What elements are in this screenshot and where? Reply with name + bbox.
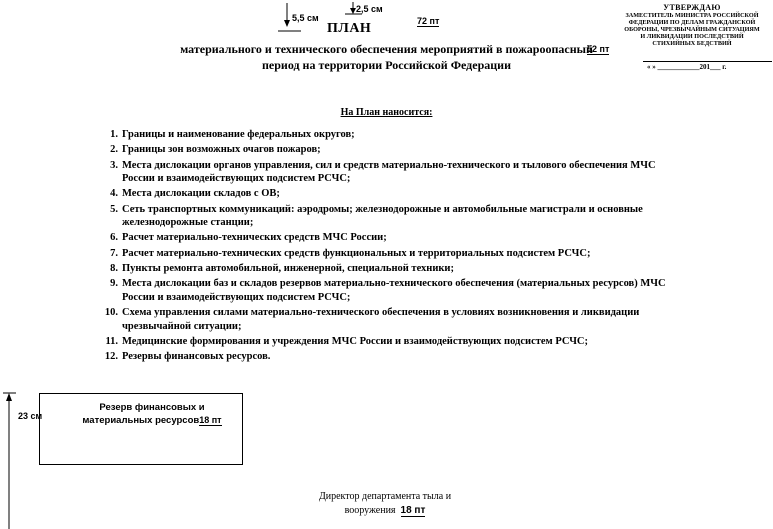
list-item-number: 10. xyxy=(104,307,118,319)
list-item xyxy=(96,187,676,201)
reserve-box-line-2-text: материальных ресурсов xyxy=(82,415,200,426)
footer-font-size: 18 пт xyxy=(400,505,426,516)
box-height-label: 23 см xyxy=(18,411,43,421)
reserve-box-text xyxy=(72,401,232,427)
list-item-number: 3. xyxy=(110,159,118,171)
subheading-text: На План наносится: xyxy=(340,107,433,118)
list-item-number: 5. xyxy=(110,203,118,215)
list-item-number: 4. xyxy=(110,188,118,200)
approval-heading: УТВЕРЖДАЮ xyxy=(663,3,721,12)
list-item-text: Схема управления силами материально-технического обеспечения в условиях возникновения и ликвидации чрезвычайной ситуации; xyxy=(122,307,640,332)
reserve-box-line-2 xyxy=(72,414,232,427)
list-item xyxy=(96,231,676,245)
list-item xyxy=(96,159,676,186)
list-item-text: Места дислокации органов управления, сил и средств материально-технического и тылового обеспечения МЧС России и взаимодействующих подсистем РСЧС; xyxy=(122,159,656,185)
subtitle-size-label: 52 пт xyxy=(587,44,610,54)
list-item-text: Сеть транспортных коммуникаций: аэродромы; железнодорожные и автомобильные магистрали и основные железнодорожные станции; xyxy=(122,203,643,229)
plan-title-line-2: период на территории Российской Федерации xyxy=(262,58,511,72)
list-item xyxy=(96,143,676,157)
footer-line-1: Директор департамента тыла и xyxy=(318,491,452,502)
content-list xyxy=(96,128,676,366)
list-item-text: Границы зон возможных очагов пожаров; xyxy=(122,144,321,156)
list-item-text: Места дислокации баз и складов резервов материально-технического обеспечения (материальных ресурсов) МЧС России и взаимодействующих подсистем РСЧС; xyxy=(122,278,666,303)
list-item xyxy=(96,247,676,261)
list-item xyxy=(96,277,676,304)
top-margin-arrowhead-left xyxy=(284,20,290,27)
list-item-text: Расчет материально-технических средств МЧС России; xyxy=(122,232,387,244)
list-item-text: Медицинские формирования и учреждения МЧС России и взаимодействующих подсистем РСЧС; xyxy=(122,335,588,347)
title-size-label: 72 пт xyxy=(417,16,440,26)
approval-line: СТИХИЙНЫХ БЕДСТВИЙ xyxy=(652,40,732,47)
list-item xyxy=(96,350,676,364)
approval-line: И ЛИКВИДАЦИИ ПОСЛЕДСТВИЙ xyxy=(640,33,744,40)
approval-date: « » ____________201___ г. xyxy=(647,63,727,71)
list-item-text: Резервы финансовых ресурсов. xyxy=(122,351,271,363)
list-item-number: 12. xyxy=(104,351,118,363)
list-item xyxy=(96,128,676,142)
subheading xyxy=(0,107,773,118)
list-item-number: 7. xyxy=(110,247,118,259)
approval-line: ОБОРОНЫ, ЧРЕЗВЫЧАЙНЫМ СИТУАЦИЯМ xyxy=(624,26,760,33)
approval-line: ФЕДЕРАЦИИ ПО ДЕЛАМ ГРАЖДАНСКОЙ xyxy=(628,19,756,26)
list-item xyxy=(96,306,676,333)
plan-title xyxy=(0,41,773,73)
footer-signature xyxy=(280,490,490,518)
approval-line: ЗАМЕСТИТЕЛЬ МИНИСТРА РОССИЙСКОЙ xyxy=(625,12,759,19)
list-item xyxy=(96,335,676,349)
footer-line-2-text: вооружения xyxy=(344,505,396,516)
list-item-number: 8. xyxy=(110,263,118,275)
list-item-number: 9. xyxy=(110,278,118,290)
footer-line-2 xyxy=(280,504,490,518)
plan-title-word: ПЛАН xyxy=(327,21,372,36)
list-item-text: Пункты ремонта автомобильной, инженерной, специальной техники; xyxy=(122,263,454,275)
top-margin-right-label: 2,5 см xyxy=(356,4,383,14)
list-item-number: 1. xyxy=(110,129,118,140)
list-item-number: 11. xyxy=(105,335,118,347)
list-item xyxy=(96,262,676,276)
list-item xyxy=(96,203,676,230)
list-item-text: Расчет материально-технических средств функциональных и территориальных подсистем РСЧС; xyxy=(122,247,591,259)
list-item-text: Места дислокации складов с ОВ; xyxy=(122,188,280,200)
reserve-box-line-1: Резерв финансовых и xyxy=(99,402,205,413)
top-margin-left-label: 5,5 см xyxy=(292,13,319,23)
list-item-text: Границы и наименование федеральных округов; xyxy=(122,129,355,140)
box-height-arrowhead xyxy=(6,393,12,401)
list-item-number: 6. xyxy=(110,232,118,244)
reserve-box-font-size: 18 пт xyxy=(199,415,222,425)
list-item-number: 2. xyxy=(110,144,118,156)
plan-title-line-1: материального и технического обеспечения мероприятий в пожароопасный xyxy=(180,42,593,56)
